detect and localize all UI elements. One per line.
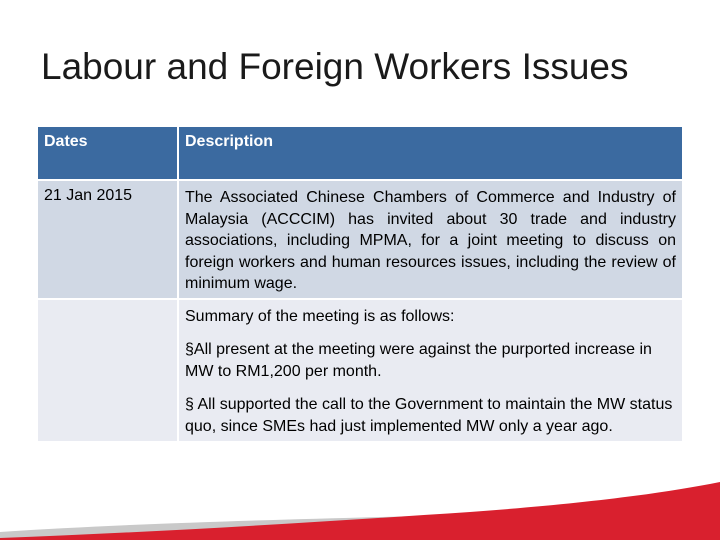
table-row (37, 180, 683, 299)
description-cell: The Associated Chinese Chambers of Commerce and Industry of Malaysia (ACCCIM) has invited about 30 trade and industry associations, including MPMA, for a joint meeting to discuss on foreign workers and human resources issues, including the review of minimum wage. (178, 180, 683, 299)
date-cell: 21 Jan 2015 (37, 180, 178, 299)
summary-intro: Summary of the meeting is as follows: (185, 307, 455, 325)
summary-point: §All present at the meeting were against the purported increase in MW to RM1,200 per month. (185, 341, 652, 380)
slide-title: Labour and Foreign Workers Issues (41, 46, 629, 87)
table-header-row (37, 126, 683, 180)
date-cell (37, 299, 178, 443)
issues-table (36, 125, 684, 443)
table-row (37, 299, 683, 443)
bottom-decor-wave (0, 480, 720, 540)
header-dates: Dates (37, 126, 178, 180)
summary-point: § All supported the call to the Government to maintain the MW status quo, since SMEs had just implemented MW only a year ago. (185, 396, 673, 435)
header-description: Description (178, 126, 683, 180)
summary-cell (178, 299, 683, 443)
